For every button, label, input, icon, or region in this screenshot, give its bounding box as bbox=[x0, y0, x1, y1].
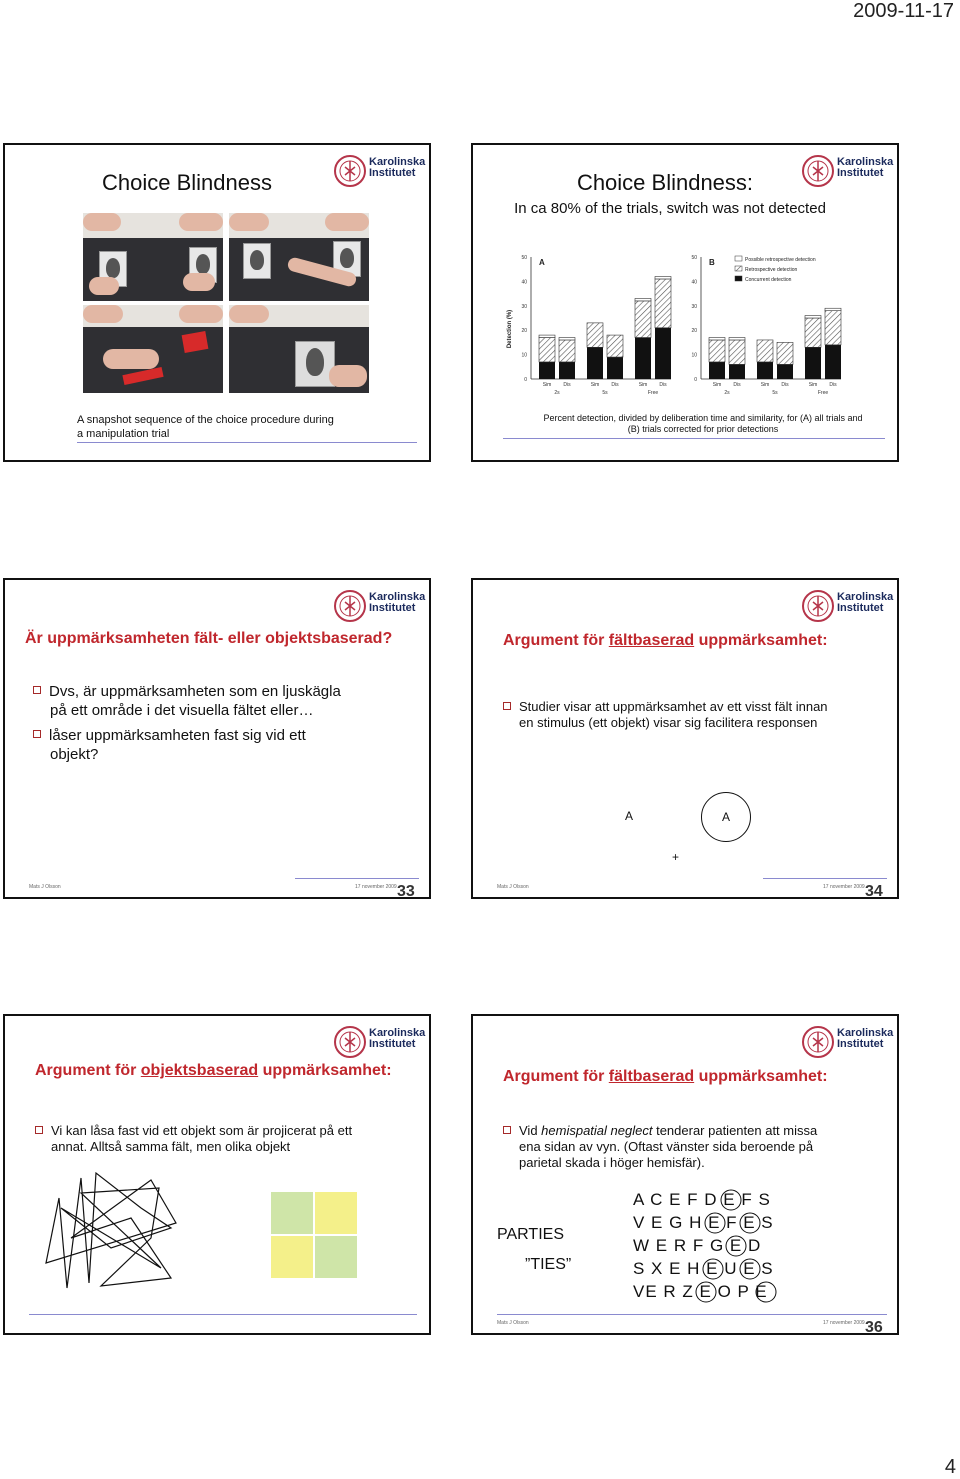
photo-1 bbox=[83, 213, 223, 301]
letter-row: V E G H E F E S bbox=[633, 1213, 774, 1232]
slide3-bullet1 bbox=[33, 682, 341, 720]
bar-concurrent bbox=[757, 362, 773, 379]
bullet-line1-post: tenderar patienten att missa bbox=[652, 1123, 818, 1138]
group-label: 2s bbox=[724, 390, 730, 396]
bar-concurrent bbox=[539, 362, 555, 379]
title-post: uppmärksamhet: bbox=[694, 1068, 828, 1085]
slide5-bullet bbox=[35, 1123, 352, 1155]
karolinska-seal-icon bbox=[333, 588, 367, 624]
slide6-bullet bbox=[503, 1123, 817, 1171]
letter-row: A C E F D E F S bbox=[633, 1190, 771, 1209]
slide6-title bbox=[503, 1068, 828, 1086]
bullet-line1: Studier visar att uppmärksamhet av ett visst fält innan bbox=[519, 699, 828, 714]
grid-cell bbox=[315, 1192, 357, 1234]
caption-line2: (B) trials corrected for prior detections bbox=[627, 424, 779, 434]
footer-date: 17 november 2009 bbox=[823, 884, 865, 890]
slide4-bullet bbox=[503, 699, 828, 731]
y-axis-label: Detection (%) bbox=[507, 309, 513, 349]
bar-possible bbox=[825, 308, 841, 310]
title-underlined: objektsbaserad bbox=[140, 1062, 259, 1079]
bar-retrospective bbox=[559, 340, 575, 362]
fixation-plus: + bbox=[672, 850, 680, 864]
footer-rule bbox=[763, 878, 887, 879]
bar-retrospective bbox=[729, 340, 745, 364]
footer-date: 17 november 2009 bbox=[823, 1320, 865, 1326]
bullet-line2: ena sidan av vyn. (Oftast vänster sida beroende på bbox=[519, 1139, 814, 1154]
slide-36 bbox=[471, 1014, 899, 1335]
slide4-title bbox=[503, 632, 828, 650]
y-tick-label: 50 bbox=[691, 255, 697, 261]
legend-entry: Concurrent detection bbox=[745, 277, 792, 283]
bar-retrospective bbox=[757, 340, 773, 362]
logo-line1: Karolinska bbox=[369, 156, 426, 168]
bullet-line1: Vi kan låsa fast vid ett objekt som är projicerat på ett bbox=[51, 1123, 353, 1138]
bar-concurrent bbox=[559, 362, 575, 379]
bar-possible bbox=[729, 338, 745, 340]
legend-swatch bbox=[735, 266, 742, 271]
logo-line1: Karolinska bbox=[369, 591, 426, 603]
slide5-title bbox=[35, 1062, 392, 1080]
caption-line1: Percent detection, divided by deliberation time and similarity, for (A) all trials and bbox=[543, 413, 863, 423]
logo-line2: Institutet bbox=[837, 602, 884, 614]
title-pre: Argument för bbox=[503, 632, 609, 649]
karolinska-logo bbox=[333, 1024, 426, 1064]
footer-rule bbox=[497, 1314, 887, 1315]
slide-35 bbox=[3, 1014, 431, 1335]
title-pre: Argument för bbox=[35, 1062, 141, 1079]
page-date: 2009-11-17 bbox=[853, 0, 954, 22]
bullet-line3: parietal skada i höger hemisfär). bbox=[519, 1155, 705, 1170]
page-number: 4 bbox=[944, 1456, 956, 1478]
bar-retrospective bbox=[587, 323, 603, 347]
slide-number: 33 bbox=[397, 883, 415, 900]
bar-possible bbox=[709, 338, 725, 340]
detection-chart bbox=[503, 249, 837, 399]
scribble-drawing bbox=[41, 1168, 181, 1290]
bar-concurrent bbox=[825, 345, 841, 379]
x-tick-label: Dis bbox=[733, 382, 741, 388]
letter-row: VE R Z E O P E bbox=[633, 1282, 768, 1301]
footer-rule bbox=[295, 878, 419, 879]
logo-line2: Institutet bbox=[837, 1038, 884, 1050]
letter-a-circled: A bbox=[721, 810, 730, 824]
letter-row: W E R F G E D bbox=[633, 1236, 762, 1255]
bar-retrospective bbox=[539, 338, 555, 362]
slide1-title: Choice Blindness bbox=[102, 170, 272, 195]
slide1-caption bbox=[77, 413, 377, 441]
logo-line1: Karolinska bbox=[369, 1027, 426, 1039]
bullet2-line2: objekt? bbox=[50, 746, 99, 763]
bar-retrospective bbox=[777, 342, 793, 364]
bullet-line1-em: hemispatial neglect bbox=[541, 1123, 653, 1138]
slide-choice-blindness-2 bbox=[471, 143, 899, 462]
bullet2-line1: låser uppmärksamheten fast sig vid ett bbox=[49, 727, 306, 744]
slide2-title: Choice Blindness: bbox=[576, 170, 754, 195]
karolinska-logo bbox=[333, 588, 426, 628]
y-tick-label: 40 bbox=[521, 279, 527, 286]
bar-concurrent bbox=[587, 347, 603, 379]
slide3-title: Är uppmärksamheten fält- eller objektsbaserad? bbox=[25, 630, 393, 647]
y-tick-label: 0 bbox=[694, 377, 697, 383]
legend-entry: Possible retrospective detection bbox=[745, 257, 816, 263]
bar-possible bbox=[559, 338, 575, 340]
footer-date: 17 november 2009 bbox=[355, 884, 397, 890]
bar-possible bbox=[655, 277, 671, 279]
bar-retrospective bbox=[635, 301, 651, 338]
target-circles bbox=[633, 1186, 833, 1316]
circled-letter bbox=[701, 792, 751, 842]
grid-cell bbox=[315, 1236, 357, 1278]
x-tick-label: Dis bbox=[829, 382, 837, 388]
bar-possible bbox=[539, 335, 555, 337]
bar-concurrent bbox=[655, 328, 671, 379]
y-tick-label: 10 bbox=[691, 352, 697, 359]
bar-concurrent bbox=[729, 364, 745, 379]
logo-line1: Karolinska bbox=[837, 156, 894, 168]
bullet-line2: en stimulus (ett objekt) visar sig facilitera responsen bbox=[519, 715, 818, 730]
y-tick-label: 40 bbox=[691, 279, 697, 286]
bar-retrospective bbox=[655, 279, 671, 328]
letter-row: S X E H E U E S bbox=[633, 1259, 774, 1278]
slide-34 bbox=[471, 578, 899, 899]
logo-line2: Institutet bbox=[369, 602, 416, 614]
logo-line2: Institutet bbox=[837, 167, 884, 179]
footer-author: Mats J Olsson bbox=[497, 884, 529, 890]
y-tick-label: 10 bbox=[521, 352, 527, 359]
bar-concurrent bbox=[805, 347, 821, 379]
logo-line1: Karolinska bbox=[837, 1027, 894, 1039]
logo-line1: Karolinska bbox=[837, 591, 894, 603]
footer-rule bbox=[29, 1314, 417, 1315]
bar-concurrent bbox=[607, 357, 623, 379]
letter-a-plain: A bbox=[625, 809, 634, 823]
photo-2 bbox=[229, 213, 369, 301]
x-tick-label: Sim bbox=[712, 382, 722, 388]
title-pre: Argument för bbox=[503, 1068, 609, 1085]
title-underlined: fältbaserad bbox=[608, 632, 695, 649]
group-label: Free bbox=[647, 390, 659, 396]
slide2-caption bbox=[513, 413, 893, 435]
photo-3 bbox=[83, 305, 223, 393]
y-tick-label: 20 bbox=[691, 328, 697, 335]
karolinska-seal-icon bbox=[333, 1024, 367, 1060]
bar-retrospective bbox=[805, 318, 821, 347]
x-tick-label: Dis bbox=[563, 382, 571, 388]
logo-line2: Institutet bbox=[369, 167, 416, 179]
word-ties: ”TIES” bbox=[525, 1256, 572, 1273]
group-label: 5s bbox=[602, 390, 608, 396]
bar-concurrent bbox=[709, 362, 725, 379]
footer-author: Mats J Olsson bbox=[497, 1320, 529, 1326]
green-yellow-grid bbox=[271, 1192, 357, 1278]
bar-concurrent bbox=[777, 364, 793, 379]
photo-4 bbox=[229, 305, 369, 393]
x-tick-label: Sim bbox=[638, 382, 648, 388]
bar-retrospective bbox=[709, 340, 725, 362]
bullet-line2: annat. Alltså samma fält, men olika objekt bbox=[51, 1139, 291, 1154]
y-tick-label: 50 bbox=[521, 255, 527, 261]
bar-possible bbox=[635, 298, 651, 300]
bar-retrospective bbox=[825, 311, 841, 345]
title-post: uppmärksamhet: bbox=[258, 1062, 392, 1079]
legend-entry: Retrospective detection bbox=[745, 267, 798, 273]
y-tick-label: 20 bbox=[521, 328, 527, 335]
karolinska-seal-icon bbox=[801, 588, 835, 624]
karolinska-seal-icon bbox=[801, 1024, 835, 1060]
group-label: 2s bbox=[554, 390, 560, 396]
y-tick-label: 30 bbox=[521, 303, 527, 310]
slide-number: 36 bbox=[865, 1319, 883, 1336]
title-post: uppmärksamhet: bbox=[694, 632, 828, 649]
karolinska-logo bbox=[801, 588, 894, 628]
grid-cell bbox=[271, 1192, 313, 1234]
logo-line2: Institutet bbox=[369, 1038, 416, 1050]
bullet1-line2: på ett område i det visuella fältet eller… bbox=[50, 702, 314, 719]
word-parties: PARTIES bbox=[497, 1226, 564, 1243]
y-tick-label: 30 bbox=[691, 303, 697, 310]
panel-label: A bbox=[539, 258, 545, 267]
caption-line1: A snapshot sequence of the choice procedure during bbox=[77, 414, 334, 426]
title-underlined: fältbaserad bbox=[608, 1068, 695, 1085]
bullet-line1-pre: Vid bbox=[519, 1123, 542, 1138]
caption-line2: a manipulation trial bbox=[77, 428, 170, 440]
x-tick-label: Sim bbox=[808, 382, 818, 388]
slide-33 bbox=[3, 578, 431, 899]
x-tick-label: Dis bbox=[659, 382, 667, 388]
x-tick-label: Dis bbox=[611, 382, 619, 388]
bar-concurrent bbox=[635, 338, 651, 379]
grid-cell bbox=[271, 1236, 313, 1278]
panel-label: B bbox=[709, 258, 715, 267]
x-tick-label: Sim bbox=[590, 382, 600, 388]
slide-number: 34 bbox=[865, 883, 883, 900]
x-tick-label: Dis bbox=[781, 382, 789, 388]
karolinska-logo bbox=[801, 1024, 894, 1064]
y-tick-label: 0 bbox=[524, 377, 527, 383]
group-label: Free bbox=[817, 390, 829, 396]
legend-swatch bbox=[735, 256, 742, 261]
group-label: 5s bbox=[772, 390, 778, 396]
bullet1-line1: Dvs, är uppmärksamheten som en ljuskägla bbox=[49, 683, 341, 700]
footer-author: Mats J Olsson bbox=[29, 884, 61, 890]
slide2-subtitle: In ca 80% of the trials, switch was not detected bbox=[514, 200, 826, 217]
legend-swatch bbox=[735, 276, 742, 281]
bar-retrospective bbox=[607, 335, 623, 357]
x-tick-label: Sim bbox=[542, 382, 552, 388]
slide-choice-blindness bbox=[3, 143, 431, 462]
bar-possible bbox=[805, 316, 821, 318]
x-tick-label: Sim bbox=[760, 382, 770, 388]
slide2-rule bbox=[503, 438, 885, 439]
slide1-rule bbox=[77, 442, 417, 443]
slide3-bullet2 bbox=[33, 726, 306, 764]
